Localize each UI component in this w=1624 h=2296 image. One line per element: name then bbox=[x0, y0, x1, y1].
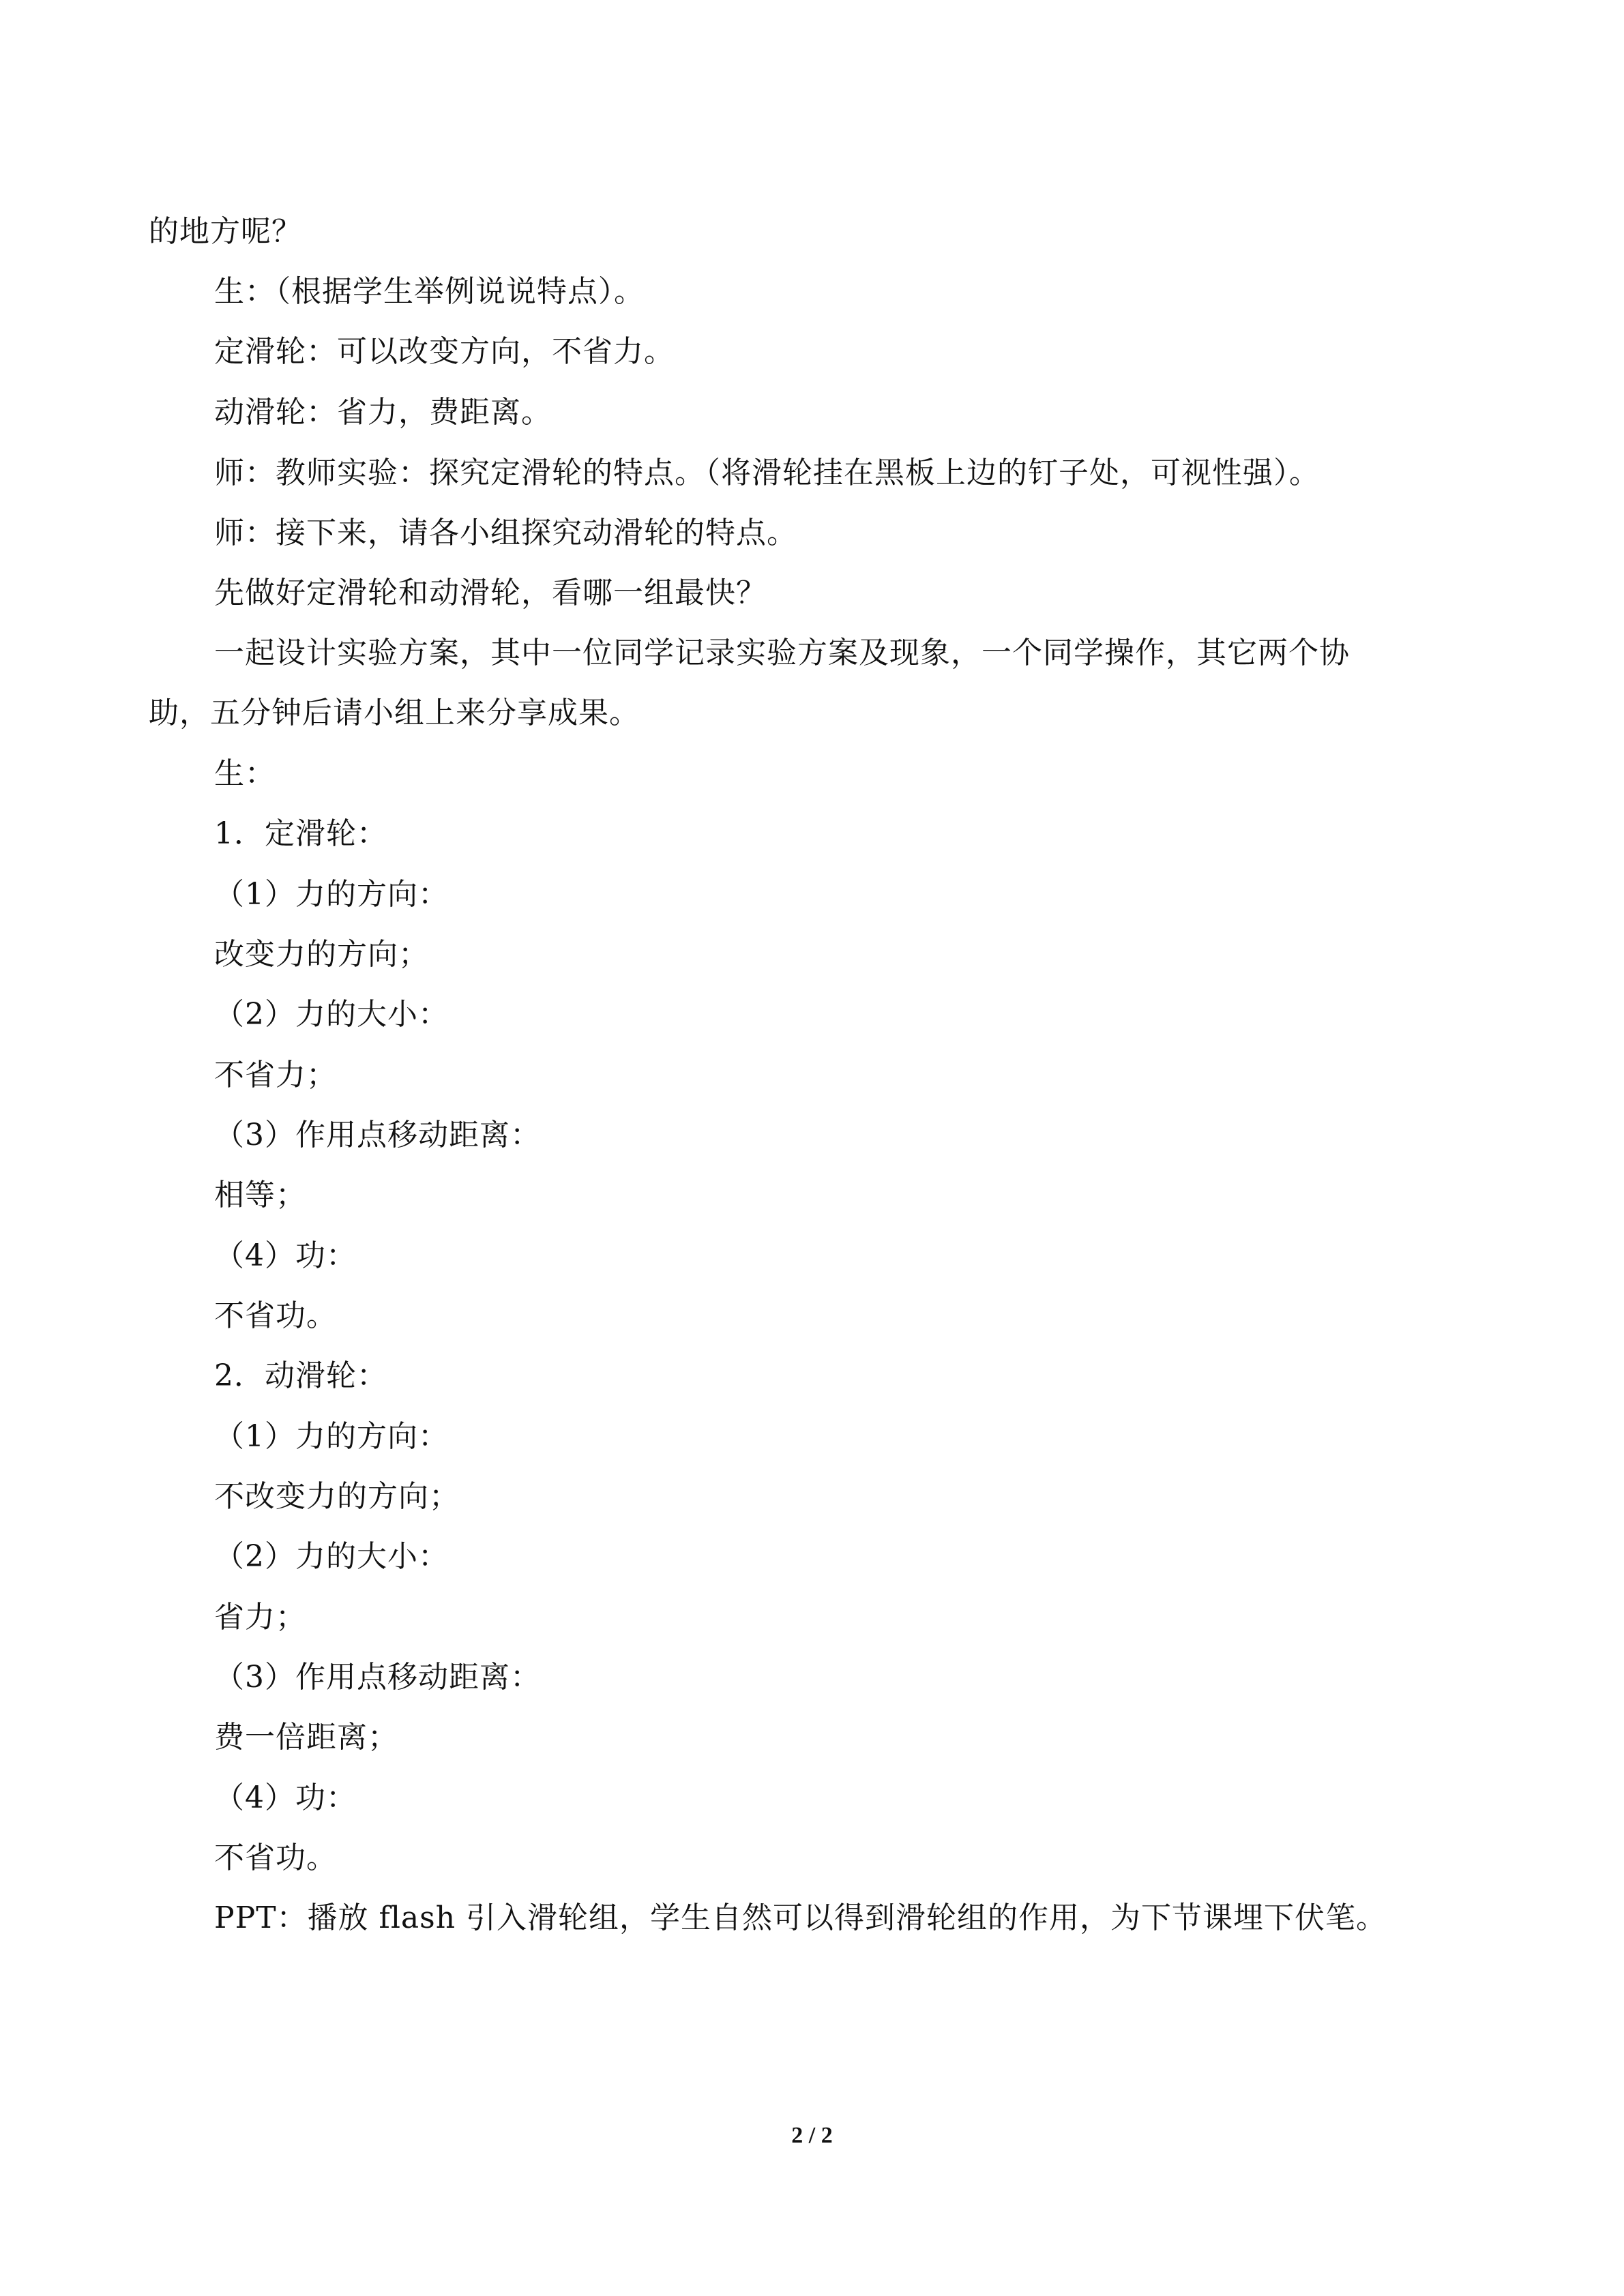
text-line: 省力； bbox=[214, 1600, 306, 1635]
text-line: 费一倍距离； bbox=[214, 1720, 398, 1755]
text-line: （1）力的方向： bbox=[214, 1419, 449, 1454]
text-line: 不省功。 bbox=[214, 1840, 337, 1875]
text-line: （3）作用点移动距离： bbox=[214, 1660, 541, 1695]
text-line: PPT：播放 flash 引入滑轮组，学生自然可以得到滑轮组的作用，为下节课埋下伏笔。 bbox=[214, 1900, 1387, 1935]
text-line: 动滑轮：省力，费距离。 bbox=[214, 395, 552, 430]
text-line: 不改变力的方向； bbox=[214, 1479, 460, 1514]
text-line: 1．定滑轮： bbox=[214, 816, 387, 851]
text-line: 改变力的方向； bbox=[214, 937, 429, 972]
text-line: 一起设计实验方案，其中一位同学记录实验方案及现象，一个同学操作，其它两个协 bbox=[214, 636, 1350, 670]
text-line: 相等； bbox=[214, 1178, 306, 1212]
text-line: 助，五分钟后请小组上来分享成果。 bbox=[149, 696, 640, 730]
text-line: 的地方呢？ bbox=[149, 214, 302, 249]
text-line: 生： bbox=[214, 756, 276, 791]
text-line: 2．动滑轮： bbox=[214, 1358, 387, 1393]
page-number: 2 / 2 bbox=[791, 2123, 833, 2148]
text-line: （4）功： bbox=[214, 1780, 357, 1815]
text-line: （3）作用点移动距离： bbox=[214, 1118, 541, 1152]
text-line: 师：接下来，请各小组探究动滑轮的特点。 bbox=[214, 516, 797, 550]
text-line: （2）力的大小： bbox=[214, 1539, 449, 1574]
text-line: （4）功： bbox=[214, 1238, 357, 1273]
text-line: 先做好定滑轮和动滑轮，看哪一组最快？ bbox=[214, 576, 767, 610]
text-line: 不省力； bbox=[214, 1058, 337, 1092]
text-line: 生：（根据学生举例说说特点）。 bbox=[214, 274, 645, 309]
text-line: （2）力的大小： bbox=[214, 997, 449, 1032]
text-line: （1）力的方向： bbox=[214, 877, 449, 912]
text-line: 师：教师实验：探究定滑轮的特点。（将滑轮挂在黑板上边的钉子处，可视性强）。 bbox=[214, 456, 1320, 490]
text-line: 定滑轮：可以改变方向，不省力。 bbox=[214, 334, 675, 369]
text-line: 不省功。 bbox=[214, 1298, 337, 1333]
